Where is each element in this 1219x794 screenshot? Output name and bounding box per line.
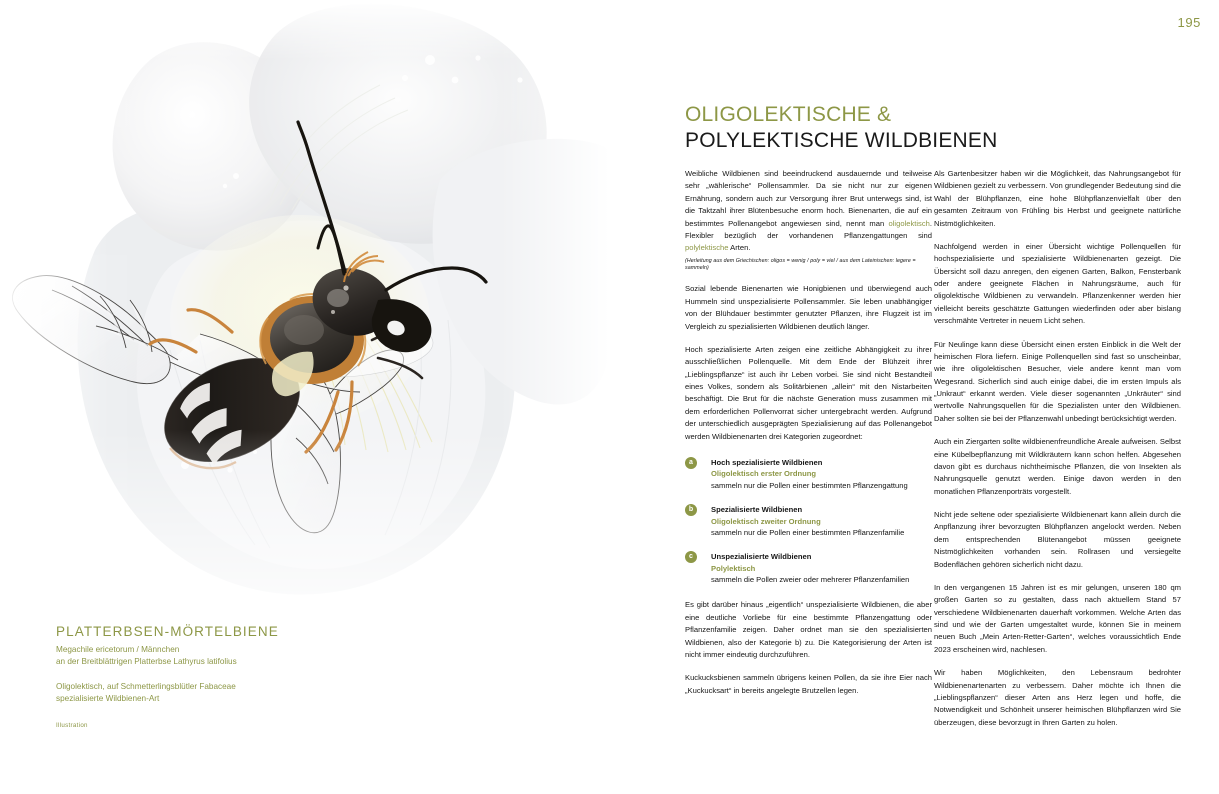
- caption-title: PLATTERBSEN-MÖRTELBIENE: [56, 624, 279, 639]
- etymology-note: (Herleitung aus dem Griechischen: oligos = wenig / poly = viel / aus dem Lateinischen: legere = sammeln): [685, 257, 916, 272]
- category-subtitle-c: Polylektisch: [711, 563, 756, 573]
- page-title: [685, 102, 1185, 155]
- term-polylektische: polylektische: [685, 243, 729, 253]
- category-badge-c: c: [685, 551, 697, 563]
- category-title-b: Spezialisierte Wildbienen: [711, 505, 803, 515]
- bee-illustration: [0, 0, 610, 640]
- text-column-right: [934, 168, 1181, 729]
- paragraph-overview-intro: Nachfolgend werden in einer Übersicht wichtige Pollenquellen für hochspezialisierte und spezialisierte Wildbienenarten gezeigt. Die Übersicht soll dazu anregen, den eigenen Garten, Balkon, Fensterbank oder andere geeignete Flächen in Nahrungsräume, auch für oligolektische Wildbienen zu verwandeln. Pflanzenkenner werden hier vielleicht bereits geschätzte Gattungen wiederfinden oder aber bislang verschmähte Vertreter in neuem Licht sehen.: [934, 241, 1181, 326]
- bee-illustration-graphic: [0, 0, 610, 640]
- category-title-c: Unspezialisierte Wildbienen: [711, 552, 812, 562]
- category-description-b: sammeln nur die Pollen einer bestimmten Pflanzenfamilie: [711, 527, 905, 537]
- caption-note-line2: spezialisierte Wildbienen-Art: [56, 694, 160, 704]
- paragraph-nesting: Nicht jede seltene oder spezialisierte Wildbienenart kann allein durch die Anpflanzung ihrer bevorzugten Blühpflanzen angelockt werden. Neben dem entsprechenden Blütenangebot müssen geeignete Nistmöglichkeiten vorhanden sein. Rollrasen und versiegelte Bodenflächen gehören sicherlich nicht dazu.: [934, 510, 1181, 569]
- paragraph-category-b-note: Es gibt darüber hinaus „eigentlich“ unspezialisierte Wildbienen, die aber eine deutliche Vorliebe für eine bestimmte Pflanzengattung oder Pflanzenfamilie zeigen. Daher ordnet man sie den spezialisierten Wildbienen, also der Kategorie b) zu. Die Kategorisierung der Arten ist nicht immer eindeutig durchzuführen.: [685, 600, 932, 659]
- category-subtitle-a: Oligolektisch erster Ordnung: [711, 469, 817, 479]
- category-item-b: [685, 504, 932, 538]
- category-description-c: sammeln die Pollen zweier oder mehrerer Pflanzenfamilien: [711, 575, 910, 585]
- paragraph-intro: [685, 168, 932, 255]
- paragraph-intro-part1: Weibliche Wildbienen sind beeindruckend ausdauernde und teilweise sehr „wählerische“ Pollensammler. Da sie nicht nur zur eigenen Ernährung, sondern auch zur Versorgung ihrer Brut unterwegs sind, ist die Taktzahl ihrer Blütenbesuche enorm hoch. Bienenarten, die auf ein bestimmtes Pollenangebot angewiesen sind, nennt man: [685, 169, 932, 228]
- paragraph-beginners: Für Neulinge kann diese Übersicht einen ersten Einblick in die Welt der heimischen Flora liefern. Einige Pollenquellen sind fast so unscheinbar, wie ihre oligolektischen Besucher, viele andere kennt man vom Wegesrand. Sicherlich sind auch einige dabei, die im ersten Impuls als „Unkraut“ erkannt werden. Viele dieser sogenannten „Unkräuter“ sind wertvolle Nahrungsquellen für die Spezialisten unter den Wildbienen. Daher sollten sie bei der Pflanzenwahl unbedingt berücksichtigt werden.: [934, 339, 1181, 423]
- category-badge-b: b: [685, 504, 697, 516]
- headline-line-2: POLYLEKTISCHE WILDBIENEN: [685, 129, 998, 153]
- term-oligolektisch: oligolektisch: [888, 218, 930, 228]
- paragraph-specialists: Hoch spezialisierte Arten zeigen eine zeitliche Abhängigkeit zu ihrer ausschließlichen Pollenquelle. Mit dem Ende der Blühzeit ihrer „Lieblingspflanze“ ist auch ihr Leben vorbei. Sie sind nicht Bestandteil eines Volkes, sondern als Solitärbienen „allein“ mit den Nistarbeiten beschäftigt. Die Brut für die nächste Generation muss zusammen mit dem erforderlichen Pollenvorrat sicher untergebracht werden. Aufgrund der unterschiedlich ausgeprägten Spezialisierung auf das Pollenangebot werden Wildbienenarten drei Kategorien zugeordnet:: [685, 344, 932, 441]
- paragraph-intro-part2: . Flexibler bezüglich der vorhandenen Pflanzengattungen sind: [685, 218, 932, 240]
- headline-line-1: OLIGOLEKTISCHE &: [685, 103, 892, 126]
- category-subtitle-b: Oligolektisch zweiter Ordnung: [711, 516, 821, 526]
- caption-species: [56, 644, 356, 668]
- category-list: [685, 457, 932, 586]
- category-description-a: sammeln nur die Pollen einer bestimmten Pflanzengattung: [711, 480, 908, 490]
- caption-note-line1: Oligolektisch, auf Schmetterlingsblütler Fabaceae: [56, 681, 236, 691]
- paragraph-cuckoo-bees: Kuckucksbienen sammeln übrigens keinen Pollen, da sie ihre Eier nach „Kuckucksart“ in bereits angelegte Brutzellen legen.: [685, 673, 932, 695]
- paragraph-intro-part3: Arten.: [728, 243, 751, 253]
- caption-host-line: an der Breitblättrigen Platterbse Lathyrus latifolius: [56, 656, 237, 666]
- category-item-c: [685, 551, 932, 585]
- paragraph-ornamental-garden: Auch ein Ziergarten sollte wildbienenfreundliche Areale aufweisen. Selbst eine Kübelbepflanzung mit Wildkräutern kann schon helfen. Abgesehen davon gibt es durchaus nichtheimische Pflanzen, die von Insekten als Nahrungsquelle genutzt werden. Einige davon werden in den monatlichen Pflanzenporträts vorgestellt.: [934, 437, 1181, 496]
- paragraph-own-garden: In den vergangenen 15 Jahren ist es mir gelungen, unseren 180 qm großen Garten so zu gestalten, dass nach aktuellem Stand 57 verschiedene Wildbienenarten dauerhaft vorkommen. Welche Arten das sind und wie der Garten umgestaltet wurde, können Sie in meinem neuen Buch „Mein Arten-Retter-Garten“, welches voraussichtlich Ende 2023 erscheinen wird, nachlesen.: [934, 582, 1181, 654]
- figure-caption: [56, 624, 356, 729]
- page-number-right: 195: [1177, 15, 1201, 30]
- paragraph-closing: Wir haben Möglichkeiten, den Lebensraum bedrohter Wildbienenartenarten zu verbessern. Daher möchte ich Ihnen die „Lieblingspflanzen“ dieser Arten ans Herz legen und hoffe, die Notwendigkeit und Schönheit unserer heimischen Blühpflanzen wird Sie überzeugen, diese bevorzugt in Ihren Garten zu holen.: [934, 668, 1181, 727]
- caption-note: [56, 681, 356, 706]
- category-item-a: [685, 457, 932, 491]
- paragraph-garden-owners: Als Gartenbesitzer haben wir die Möglichkeit, das Nahrungsangebot für Wildbienen gezielt zu verbessern. Von grundlegender Bedeutung sind die Wahl der Blühpflanzen, eine hohe Blühpflanzenvielfalt über den gesamten Zeitraum von Frühling bis Herbst und geeignete natürliche Nistmöglichkeiten.: [934, 169, 1181, 228]
- text-column-left: [685, 168, 932, 697]
- article-headline: [685, 102, 1185, 155]
- paragraph-social-bees: Sozial lebende Bienenarten wie Honigbienen und überwiegend auch Hummeln sind unspezialisierte Pollensammler. Sie leben unabhängiger von der Blühdauer bestimmter genutzter Pflanzen, ihre Flugzeit ist im Vergleich zu spezialisierten Wildbienen deutlich länger.: [685, 284, 932, 331]
- category-badge-a: a: [685, 457, 697, 469]
- caption-credit: Illustration: [56, 722, 88, 730]
- category-title-a: Hoch spezialisierte Wildbienen: [711, 457, 823, 467]
- caption-species-line: Megachile ericetorum / Männchen: [56, 645, 180, 654]
